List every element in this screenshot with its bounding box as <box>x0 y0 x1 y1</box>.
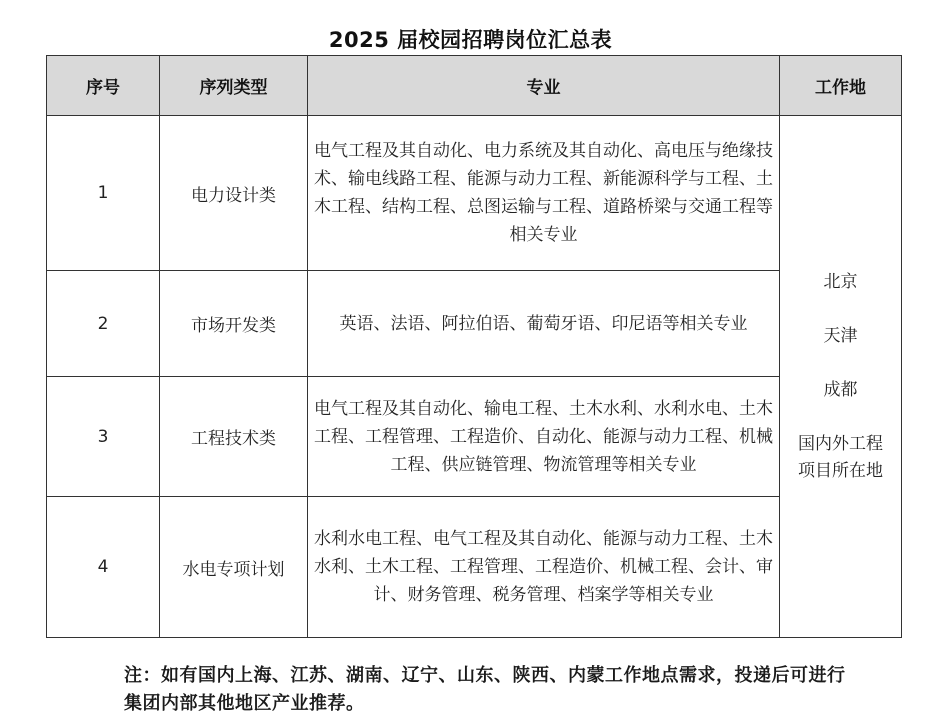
table-header-row <box>47 56 902 116</box>
row-no: 3 <box>47 377 160 497</box>
footnote: 注：如有国内上海、江苏、湖南、辽宁、山东、陕西、内蒙工作地点需求，投递后可进行集团内部其他地区产业推荐。 <box>124 665 846 714</box>
row-type: 工程技术类 <box>160 377 308 497</box>
table-row <box>47 377 902 497</box>
row-major: 英语、法语、阿拉伯语、葡萄牙语、印尼语等相关专业 <box>308 271 780 377</box>
header-type: 序列类型 <box>160 56 308 116</box>
location-beijing: 北京 <box>823 271 858 292</box>
row-no: 4 <box>47 497 160 638</box>
location-chengdu: 成都 <box>823 379 858 400</box>
table-row <box>47 116 902 271</box>
row-major: 电气工程及其自动化、电力系统及其自动化、高电压与绝缘技术、输电线路工程、能源与动力工程、新能源科学与工程、土木工程、结构工程、总图运输与工程、道路桥梁与交通工程等相关专业 <box>308 116 780 271</box>
header-location: 工作地 <box>780 56 902 116</box>
row-type: 市场开发类 <box>160 271 308 377</box>
row-major: 电气工程及其自动化、输电工程、土木水利、水利水电、土木工程、工程管理、工程造价、自动化、能源与动力工程、机械工程、供应链管理、物流管理等相关专业 <box>308 377 780 497</box>
location-tianjin: 天津 <box>823 325 858 346</box>
header-major: 专业 <box>308 56 780 116</box>
header-no: 序号 <box>47 56 160 116</box>
row-type: 水电专项计划 <box>160 497 308 638</box>
row-no: 2 <box>47 271 160 377</box>
row-major: 水利水电工程、电气工程及其自动化、能源与动力工程、土木水利、土木工程、工程管理、工程造价、机械工程、会计、审计、财务管理、税务管理、档案学等相关专业 <box>308 497 780 638</box>
location-project-line1: 国内外工程 <box>798 433 883 454</box>
page-title: 2025 届校园招聘岗位汇总表 <box>328 28 613 52</box>
row-type: 电力设计类 <box>160 116 308 271</box>
positions-table <box>46 55 902 638</box>
table-row <box>47 497 902 638</box>
row-no: 1 <box>47 116 160 271</box>
table-row <box>47 271 902 377</box>
location-cell <box>780 116 902 638</box>
location-project-line2: 项目所在地 <box>798 460 883 481</box>
